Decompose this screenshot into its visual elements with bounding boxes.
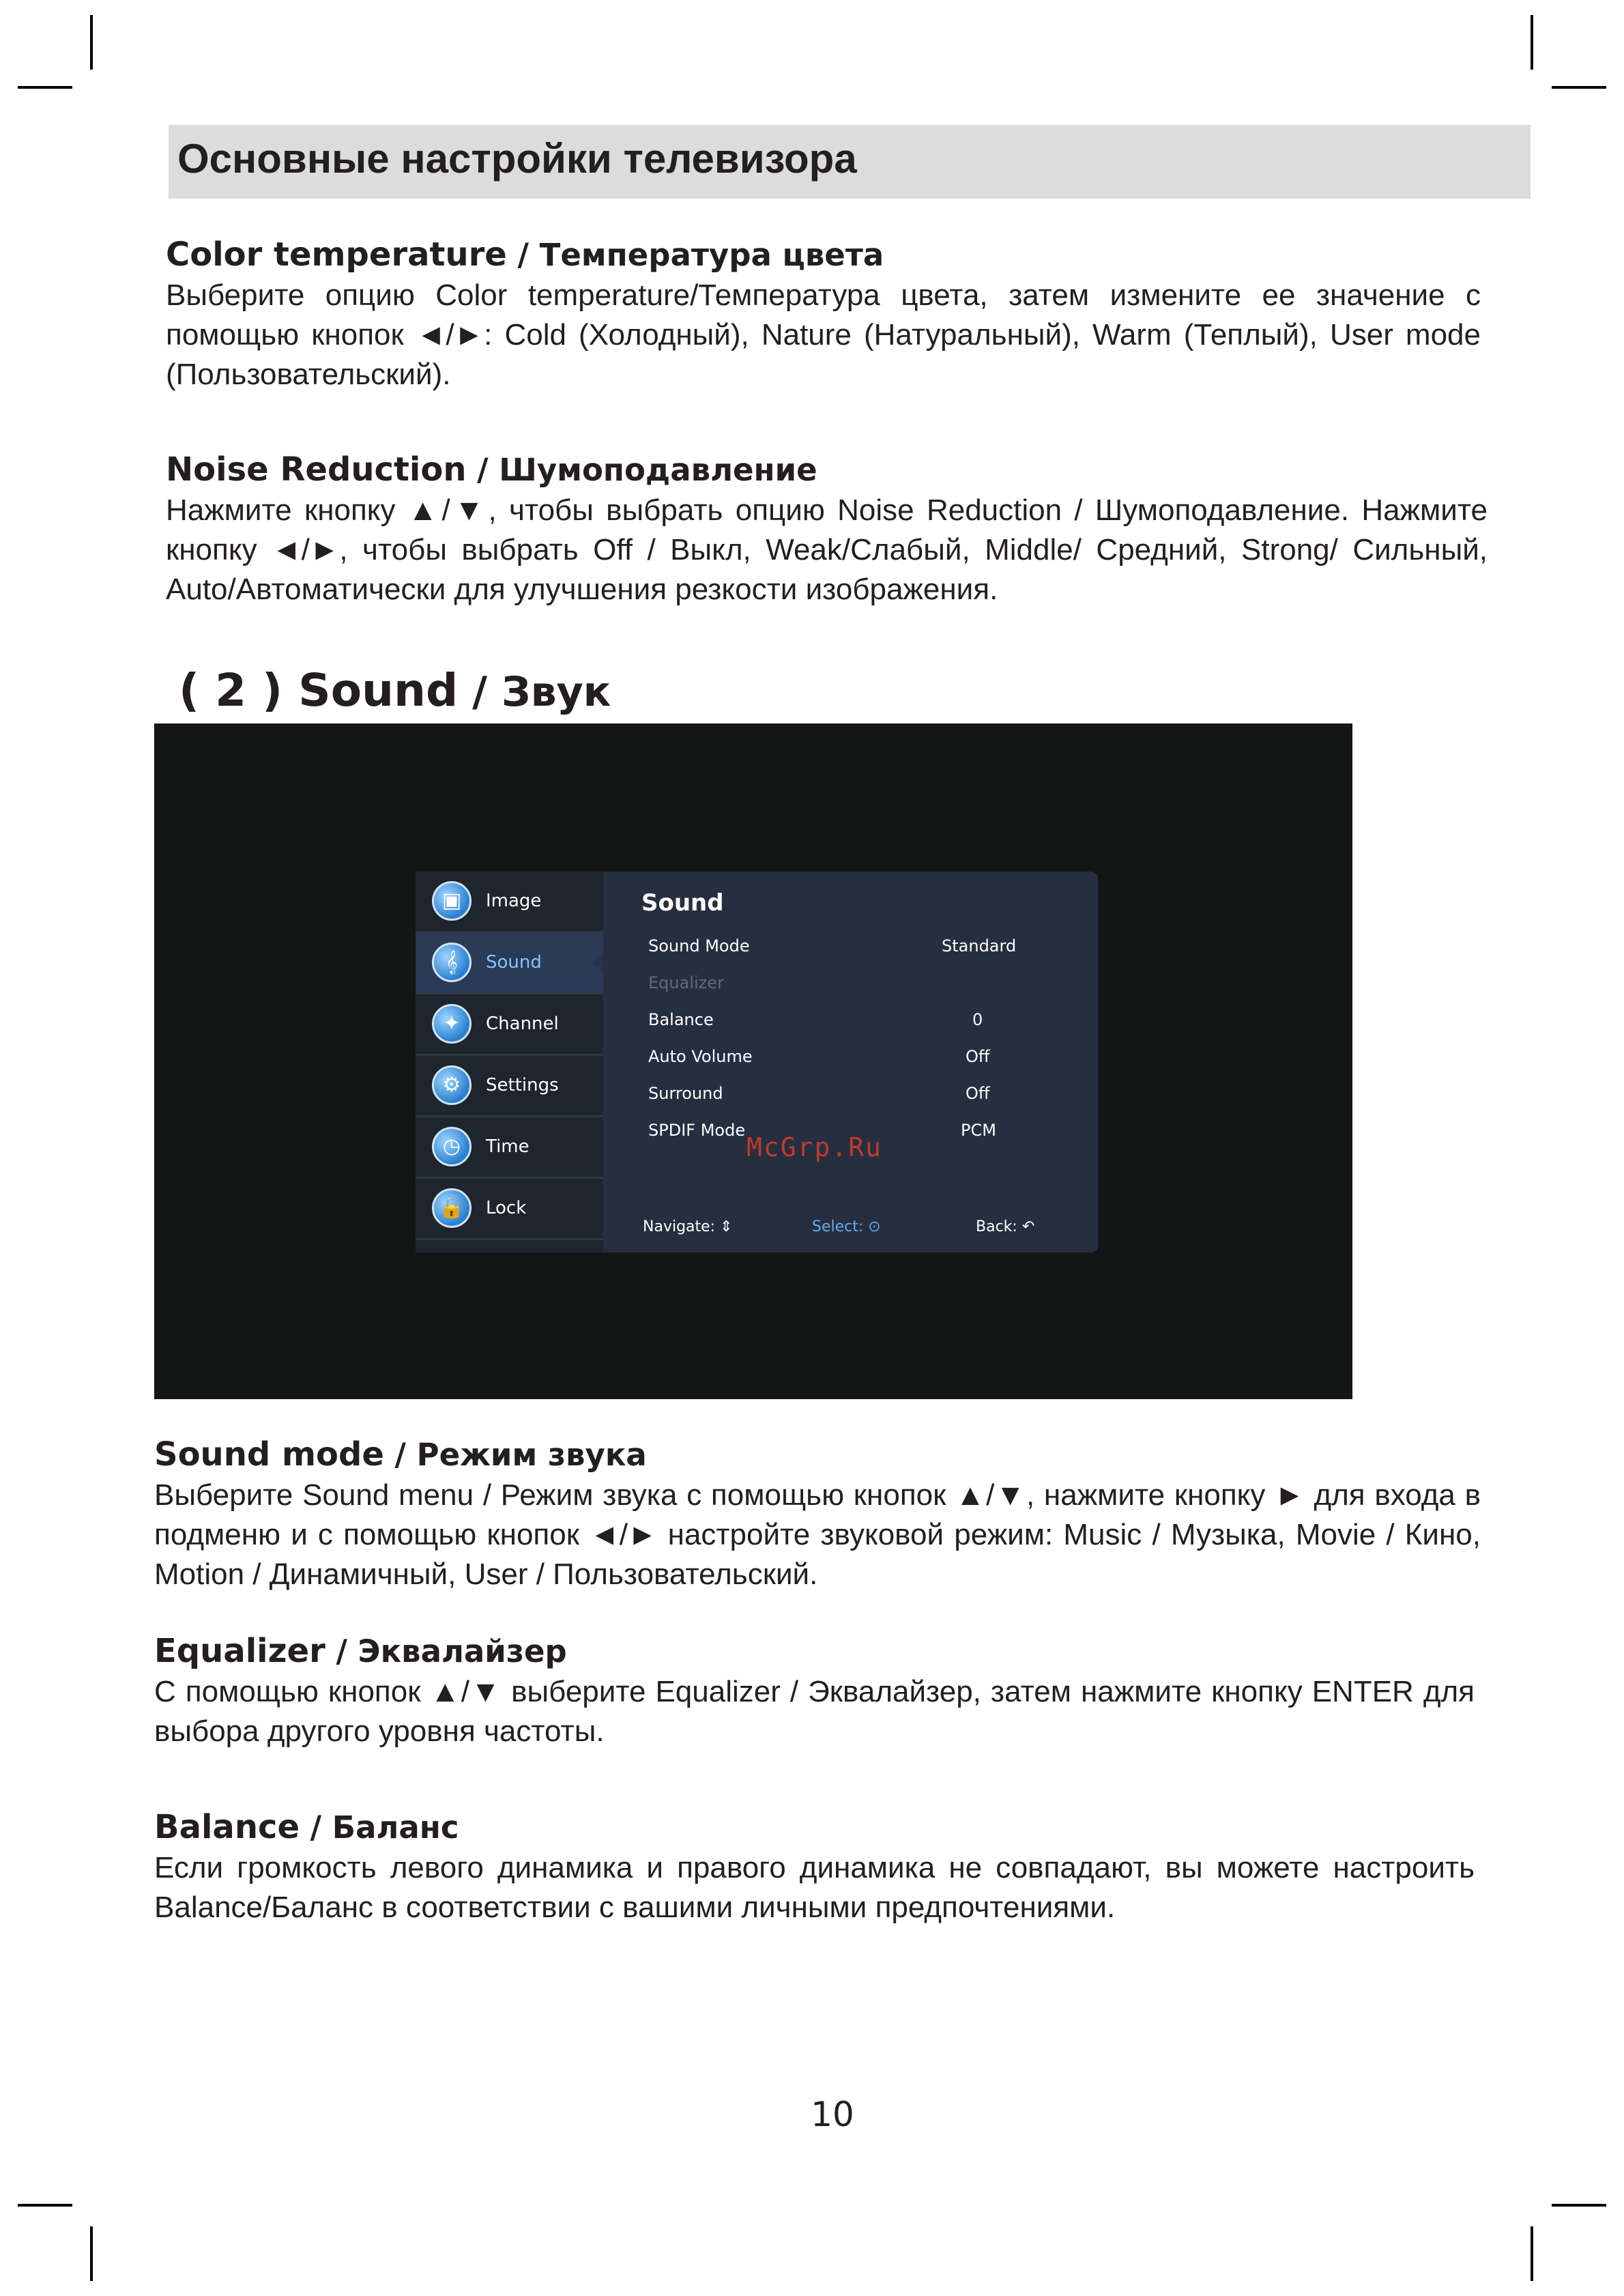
- gear-icon: ⚙: [432, 1065, 472, 1105]
- tv-sidebar-label: Settings: [486, 1075, 559, 1095]
- tv-footer-navigate: Navigate: ⇕: [643, 1218, 733, 1235]
- section-title: [154, 1631, 1475, 1672]
- section-body: Выберите Sound menu / Режим звука с помощью кнопок ▲/▼, нажмите кнопку ► для входа в подменю и с помощью кнопок ◄/► настройте звуковой режим: Music / Музыка, Movie / Кино, Motion / Динамичный, User / Пользовательский.: [154, 1478, 1481, 1591]
- crop-mark: [90, 2226, 93, 2281]
- section-title-ru: / Шумоподавление: [466, 452, 817, 488]
- satellite-dish-icon: ✦: [432, 1004, 472, 1044]
- tv-row-auto-volume[interactable]: [648, 1047, 1085, 1074]
- header-band: [169, 125, 1531, 199]
- tv-footer-select: Select: ⊙: [812, 1218, 881, 1235]
- section-title-en: Sound mode: [154, 1435, 384, 1474]
- section-sound-mode: [154, 1434, 1481, 1594]
- section-title-en: Color temperature: [166, 235, 507, 274]
- section-body: Нажмите кнопку ▲/▼, чтобы выбрать опцию Noise Reduction / Шумоподавление. Нажмите кнопку ◄/►, чтобы выбрать Off / Выкл, Weak/Слабый, Middle/ Средний, Strong/ Сильный, Auto/Автоматически для улучшения резкости изображения.: [166, 493, 1488, 606]
- tv-sidebar-item-time[interactable]: [416, 1117, 603, 1179]
- page-number: 10: [811, 2095, 854, 2134]
- tv-screenshot: [154, 723, 1352, 1399]
- tv-sidebar-item-sound[interactable]: [416, 933, 603, 994]
- section-color-temperature: [166, 234, 1481, 394]
- crop-mark: [18, 86, 72, 89]
- tv-row-value: Standard: [942, 936, 1017, 956]
- section-title-ru: / Режим звука: [383, 1437, 647, 1473]
- tv-sidebar-label: Time: [486, 1136, 530, 1157]
- tv-sidebar-label: Sound: [486, 952, 542, 973]
- clock-icon: ◷: [432, 1127, 472, 1166]
- section-title-ru: / Температура цвета: [506, 237, 884, 273]
- tv-row-balance[interactable]: [648, 1010, 1085, 1037]
- tv-sidebar-label: Image: [486, 891, 542, 911]
- section-title-en: Noise Reduction: [166, 450, 467, 489]
- section-body: Выберите опцию Color temperature/Температура цвета, затем измените ее значение с помощью кнопок ◄/►: Cold (Холодный), Nature (Натуральный), Warm (Теплый), User mode (Пользовательский).: [166, 278, 1481, 391]
- tv-row-equalizer: [648, 973, 1085, 1001]
- tv-row-value: 0: [972, 1010, 983, 1029]
- section-title: [154, 1807, 1475, 1848]
- tv-row-value: Off: [966, 1047, 990, 1066]
- tv-sidebar-item-channel[interactable]: [416, 994, 603, 1056]
- section-title-en: Balance: [154, 1808, 300, 1846]
- section-body: Если громкость левого динамика и правого динамика не совпадают, вы можете настроить Balance/Баланс в соответствии с вашими личными предпочтениями.: [154, 1851, 1475, 1924]
- tv-row-surround[interactable]: [648, 1084, 1085, 1111]
- sound-heading-ru: / Звук: [458, 668, 611, 716]
- crop-mark: [1531, 2226, 1533, 2281]
- crop-mark: [1552, 86, 1606, 89]
- tv-footer-back: Back: ↶: [976, 1218, 1035, 1235]
- tv-row-value: Off: [966, 1084, 990, 1103]
- sound-heading: [179, 660, 611, 723]
- watermark: McGrp.Ru: [746, 1132, 883, 1162]
- tv-sidebar-label: Channel: [486, 1014, 559, 1034]
- section-title: [154, 1434, 1481, 1476]
- tv-sidebar-item-settings[interactable]: [416, 1056, 603, 1117]
- tv-sidebar-item-lock[interactable]: [416, 1179, 603, 1240]
- tv-row-value: PCM: [961, 1121, 996, 1140]
- tv-row-label: Balance: [648, 1010, 714, 1029]
- page-title: Основные настройки телевизора: [177, 136, 857, 182]
- tv-row-label: Surround: [648, 1084, 723, 1103]
- section-title-en: Equalizer: [154, 1632, 325, 1670]
- section-balance: [154, 1807, 1475, 1927]
- tv-sidebar-label: Lock: [486, 1198, 527, 1218]
- section-title: [166, 234, 1481, 276]
- crop-mark: [90, 15, 93, 70]
- tv-sound-panel: [603, 872, 1098, 1252]
- tv-sidebar-item-image[interactable]: [416, 872, 603, 933]
- tv-sidebar: [416, 872, 603, 1252]
- section-title-ru: / Эквалайзер: [325, 1633, 567, 1669]
- tv-row-label: Auto Volume: [648, 1047, 753, 1066]
- section-title-ru: / Баланс: [300, 1809, 459, 1846]
- sound-heading-en: ( 2 ) Sound: [179, 664, 459, 717]
- tv-row-label: Equalizer: [648, 973, 724, 992]
- section-title: [166, 449, 1488, 491]
- tv-menu: [416, 872, 1098, 1252]
- section-noise-reduction: [166, 449, 1488, 609]
- tv-row-label: SPDIF Mode: [648, 1121, 746, 1140]
- crop-mark: [1552, 2204, 1606, 2207]
- tv-panel-title: Sound: [641, 889, 724, 917]
- image-icon: ▣: [432, 881, 472, 921]
- tv-row-label: Sound Mode: [648, 936, 750, 956]
- active-indicator: [593, 952, 604, 974]
- crop-mark: [18, 2204, 72, 2207]
- section-body: С помощью кнопок ▲/▼ выберите Equalizer / Эквалайзер, затем нажмите кнопку ENTER для выбора другого уровня частоты.: [154, 1675, 1475, 1748]
- music-note-icon: 𝄞: [432, 943, 472, 982]
- lock-icon: 🔒: [432, 1188, 472, 1228]
- section-equalizer: [154, 1631, 1475, 1751]
- crop-mark: [1531, 15, 1533, 70]
- tv-row-sound-mode[interactable]: [648, 936, 1085, 964]
